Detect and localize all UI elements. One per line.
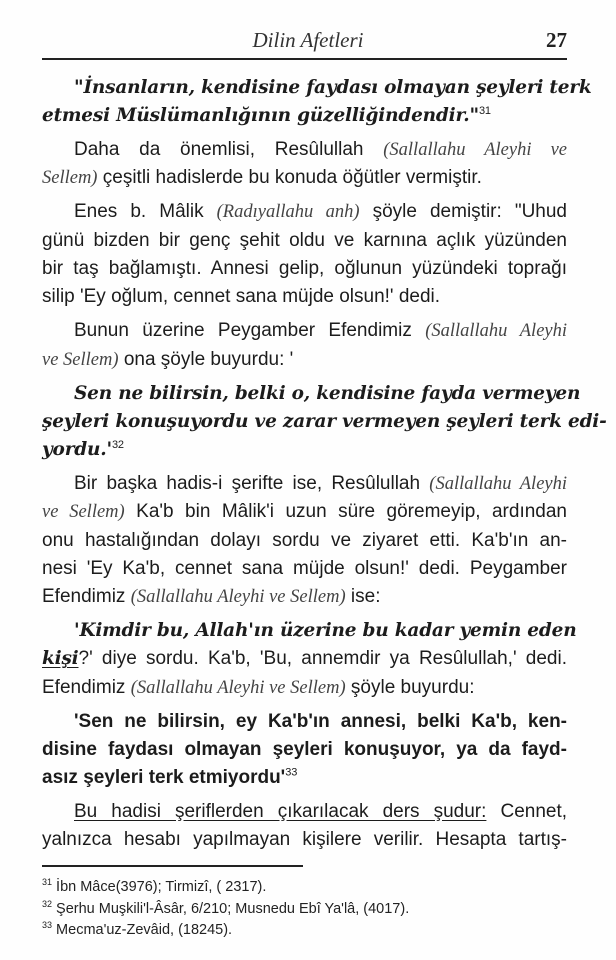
footnote-text: Şerhu Muşkili'l-Âsâr, 6/210; Musnedu Ebî Ya'lâ, (4017). [56,901,410,917]
footnote-ref[interactable]: 31 [478,104,491,117]
honorific-text: (Sallallahu Aleyhi ve Sellem) [130,678,346,698]
hadith-quote-line: 'Kimdir bu, Allah'ın üzerine bu kadar yemin eden [74,620,577,641]
body-text: ise: [350,586,381,607]
paragraph-line [42,470,567,498]
hadith-quote-line [42,74,592,102]
running-header-title: Dilin Afetleri [252,28,364,52]
paragraph-line: silip 'Ey oğlum, cennet sana müjde olsun!' dedi. [42,286,441,307]
body-text: Bunun üzerine Peygamber Efendimiz [74,320,412,341]
page-number: 27 [546,28,567,52]
hadith-quote-line [42,436,567,464]
body-text: Enes b. Mâlik [74,201,204,222]
footnote-item [42,877,266,898]
paragraph-line [42,498,567,526]
footnote-number: 32 [42,899,53,910]
footnote-item [42,920,232,941]
paragraph-line [42,798,567,826]
footnote-number: 33 [42,920,53,931]
body-text: Bir başka hadis-i şerifte ise, Resûlullah [74,473,421,494]
honorific-text: (Sallallahu Aleyhi ve [383,140,567,160]
quote-text: etmesi Müslümanlığının güzelliğindendir." [42,105,479,126]
lesson-heading: Bu hadisi şeriflerden çıkarılacak ders şudur: [74,801,487,822]
footnote-text: İbn Mâce(3976); Tirmizî, ( 2317). [56,879,267,895]
hadith-quote-line: 'Sen ne bilirsin, ey Ka'b'ın annesi, belki Ka'b, ken- [74,711,567,732]
hadith-quote-line: disine faydası olmayan şeyleri konuşuyor, ya da fayd- [42,739,567,760]
footnote-divider [42,865,303,867]
paragraph-line [42,136,567,164]
quote-text: kişi [42,648,79,669]
body-text: Ka'b bin Mâlik'i uzun süre göremeyip, ardından [136,501,567,522]
hadith-quote-line: Sen ne bilirsin, belki o, kendisine fayda vermeyen [74,383,581,404]
footnote-number: 31 [42,877,53,888]
footnote-text: Mecma'uz-Zevâid, (18245). [56,922,233,938]
hadith-quote-line [42,764,567,792]
body-text: Efendimiz [42,677,126,698]
paragraph-line: günü bizden bir genç şehit oldu ve karnına açlık yüzünden [42,230,567,251]
paragraph-line: nesi 'Ey Ka'b, cennet sana müjde olsun!' dedi. Peygamber [42,558,567,579]
body-text: Cennet, [500,801,568,822]
honorific-text: Sellem) [42,168,98,188]
paragraph-line: yalnızca hesabı yapılmayan kişilere verilir. Hesapta tartış- [42,829,567,850]
body-text: ?' diye sordu. Ka'b, 'Bu, annemdir ya Resûlullah,' dedi. [78,648,567,669]
body-text: şöyle demiştir: "Uhud [372,201,567,222]
hadith-quote-line [42,102,567,130]
paragraph-line [42,645,567,673]
paragraph-line [42,198,567,226]
quote-text: asız şeyleri terk etmiyordu' [42,767,286,788]
hadith-quote-line: şeyleri konuşuyordu ve zarar vermeyen şeyleri terk edi- [42,411,607,432]
paragraph-line [42,346,567,374]
honorific-text: (Radıyallahu anh) [216,202,360,222]
honorific-text: ve Sellem) [42,502,125,522]
paragraph-line [42,674,567,702]
body-text: çeşitli hadislerde bu konuda öğütler vermiştir. [102,167,482,188]
honorific-text: (Sallallahu Aleyhi [425,321,568,341]
quote-text: "İnsanların, kendisine faydası olmayan şeyleri terk [74,77,592,98]
header-divider [42,58,567,60]
footnote-ref[interactable]: 32 [111,438,124,451]
body-text: Daha da önemlisi, Resûlullah [74,139,364,160]
honorific-text: ve Sellem) [42,350,119,370]
paragraph-line: onu hastalığından dolayı sordu ve ziyaret etti. Ka'b'ın an- [42,530,567,551]
body-text: şöyle buyurdu: [350,677,475,698]
honorific-text: (Sallallahu Aleyhi ve Sellem) [130,587,346,607]
footnote-item [42,899,409,920]
honorific-text: (Sallallahu Aleyhi [429,474,568,494]
quote-text: yordu.' [42,439,112,460]
paragraph-line [42,583,567,611]
body-text: Efendimiz [42,586,126,607]
paragraph-line [42,164,567,192]
footnote-ref[interactable]: 33 [285,766,298,779]
body-text: ona şöyle buyurdu: ' [123,349,294,370]
paragraph-line: bir taş bağlamıştı. Annesi gelip, oğlunun yüzündeki toprağı [42,258,567,279]
paragraph-line [42,317,567,345]
